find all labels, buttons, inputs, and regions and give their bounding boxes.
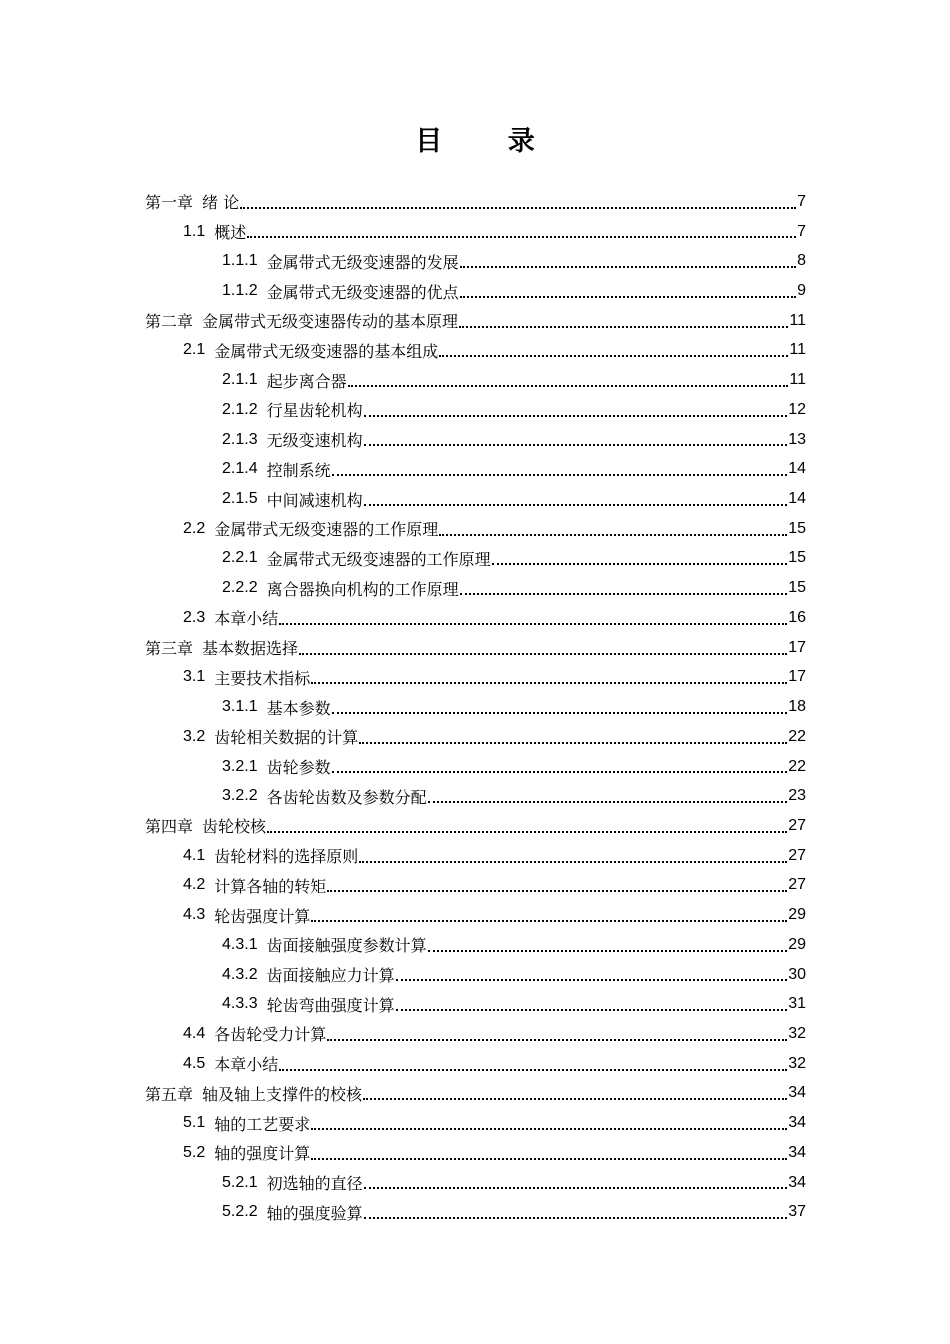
dot-leader [359,742,787,744]
toc-entry-page-number: 15 [788,519,806,537]
toc-entry-page-number: 11 [789,311,806,329]
toc-entry-page-number: 7 [797,192,806,210]
toc-entry-number: 4.3 [183,906,206,924]
toc-entry-page-number: 29 [788,935,806,953]
toc-entry-number: 4.2 [183,876,206,894]
toc-entry-title: 轴的强度计算 [214,1144,311,1164]
toc-entry-number: 3.1 [183,668,206,686]
toc-entry-number: 5.1 [183,1114,206,1132]
toc-entry-title: 金属带式无级变速器的发展 [266,252,459,272]
dot-leader [439,355,788,357]
toc-entry-title: 金属带式无级变速器的工作原理 [266,549,491,569]
toc-entry[interactable] [0,989,950,1019]
toc-entry-number: 第一章 [145,193,194,213]
toc-entry-page-number: 17 [788,638,806,656]
toc-entry-title: 金属带式无级变速器的工作原理 [214,520,439,540]
toc-entry[interactable] [0,246,950,276]
toc-entry[interactable] [0,722,950,752]
dot-leader [332,474,788,476]
toc-entry[interactable] [0,1197,950,1227]
toc-entry-number: 2.1.2 [222,400,258,418]
toc-entry-title: 基本数据选择 [202,639,299,659]
toc-entry-title: 轮齿强度计算 [214,906,311,926]
toc-entry-title: 齿轮相关数据的计算 [214,728,359,748]
dot-leader [428,950,788,952]
toc-entry[interactable] [0,276,950,306]
toc-entry-number: 第二章 [145,312,194,332]
dot-leader [279,623,787,625]
dot-leader [311,920,787,922]
toc-entry-title: 控制系统 [266,460,331,480]
toc-entry-page-number: 22 [788,757,806,775]
toc-entry-page-number: 30 [788,965,806,983]
toc-entry-number: 1.1.2 [222,282,258,300]
toc-entry-page-number: 27 [788,876,806,894]
dot-leader [240,207,796,209]
toc-entry[interactable] [0,573,950,603]
toc-entry-page-number: 8 [797,252,806,270]
toc-entry[interactable] [0,841,950,871]
toc-entry-number: 3.2.2 [222,787,258,805]
dot-leader [364,415,788,417]
toc-entry-title: 齿面接触强度参数计算 [266,936,427,956]
toc-entry[interactable] [0,811,950,841]
toc-entry-page-number: 34 [788,1143,806,1161]
toc-entry-page-number: 12 [788,400,806,418]
toc-entry-page-number: 7 [797,222,806,240]
toc-entry-number: 4.4 [183,1024,206,1042]
toc-entry-title: 轮齿弯曲强度计算 [266,995,395,1015]
toc-entry-number: 2.1.1 [222,371,258,389]
toc-title: 目 录 [415,126,563,157]
toc-entry[interactable] [0,217,950,247]
toc-entry-page-number: 27 [788,846,806,864]
toc-entry-page-number: 14 [788,490,806,508]
toc-entry-page-number: 11 [789,341,806,359]
toc-entry-number: 3.2.1 [222,757,258,775]
toc-entry-title: 绪 论 [202,193,240,213]
toc-entry-page-number: 32 [788,1024,806,1042]
toc-entry[interactable] [0,1019,950,1049]
toc-entry-page-number: 15 [788,579,806,597]
toc-entry-number: 第五章 [145,1084,194,1104]
dot-leader [348,385,789,387]
dot-leader [363,1098,787,1100]
toc-entry[interactable] [0,900,950,930]
toc-entry-title: 齿轮校核 [202,817,267,837]
toc-entry-title: 本章小结 [214,1055,279,1075]
toc-entry-title: 中间减速机构 [266,490,363,510]
toc-entry-page-number: 32 [788,1054,806,1072]
toc-entry-number: 2.1 [183,341,206,359]
toc-entry-page-number: 37 [788,1203,806,1221]
toc-entry[interactable] [0,484,950,514]
toc-entry[interactable] [0,603,950,633]
toc-entry[interactable] [0,306,950,336]
toc-entry[interactable] [0,1168,950,1198]
toc-entry-title: 主要技术指标 [214,668,311,688]
toc-entry[interactable] [0,365,950,395]
dot-leader [396,1009,788,1011]
toc-entry[interactable] [0,1079,950,1109]
toc-entry-number: 第三章 [145,639,194,659]
toc-entry-page-number: 9 [797,282,806,300]
toc-entry-number: 2.2.2 [222,579,258,597]
dot-leader [279,1069,787,1071]
toc-entry[interactable] [0,454,950,484]
toc-entry-page-number: 34 [788,1084,806,1102]
toc-entry-title: 离合器换向机构的工作原理 [266,579,459,599]
toc-entry-page-number: 16 [788,608,806,626]
toc-entry-title: 起步离合器 [266,371,347,391]
toc-entry-page-number: 31 [788,995,806,1013]
toc-entry-number: 5.2 [183,1143,206,1161]
toc-entry-title: 初选轴的直径 [266,1174,363,1194]
toc-entry[interactable] [0,1049,950,1079]
toc-entry-title: 轴的工艺要求 [214,1114,311,1134]
toc-entry-title: 无级变速机构 [266,431,363,451]
toc-entry-number: 4.3.1 [222,935,258,953]
toc-entry-title: 基本参数 [266,698,331,718]
toc-entry[interactable] [0,633,950,663]
toc-entry-number: 2.1.5 [222,490,258,508]
toc-entry-title: 轴及轴上支撑件的校核 [202,1084,363,1104]
dot-leader [311,682,787,684]
toc-entry[interactable] [0,187,950,217]
toc-entry-page-number: 34 [788,1114,806,1132]
toc-entry[interactable] [0,336,950,366]
toc-entry-title: 行星齿轮机构 [266,401,363,421]
toc-entry[interactable] [0,1138,950,1168]
toc-entry-title: 金属带式无级变速器的优点 [266,282,459,302]
dot-leader [311,1128,787,1130]
toc-entry-number: 1.1.1 [222,252,258,270]
toc-entry-number: 5.2.2 [222,1203,258,1221]
dot-leader [247,236,796,238]
toc-entry-page-number: 13 [788,430,806,448]
toc-entry[interactable] [0,692,950,722]
dot-leader [311,1158,787,1160]
toc-entry-number: 2.1.4 [222,460,258,478]
dot-leader [327,1039,787,1041]
toc-entry-title: 齿面接触应力计算 [266,966,395,986]
dot-leader [460,296,796,298]
toc-entry-number: 3.2 [183,727,206,745]
dot-leader [327,890,787,892]
toc-entry-title: 各齿轮齿数及参数分配 [266,787,427,807]
toc-entry-number: 5.2.1 [222,1173,258,1191]
toc-entry[interactable] [0,1108,950,1138]
toc-entry[interactable] [0,544,950,574]
toc-entry-title: 齿轮材料的选择原则 [214,847,359,867]
toc-entry[interactable] [0,960,950,990]
toc-entry[interactable] [0,930,950,960]
toc-entry-title: 概述 [214,223,247,243]
toc-entry[interactable] [0,514,950,544]
toc-entry-number: 1.1 [183,222,206,240]
dot-leader [460,266,796,268]
toc-entry-number: 2.2 [183,519,206,537]
dot-leader [460,593,788,595]
toc-entry-number: 第四章 [145,817,194,837]
dot-leader [428,801,788,803]
toc-entry[interactable] [0,781,950,811]
toc-entry-number: 2.3 [183,608,206,626]
toc-entry-title: 各齿轮受力计算 [214,1025,327,1045]
toc-entry[interactable] [0,752,950,782]
toc-entry-page-number: 11 [789,371,806,389]
toc-entry[interactable] [0,425,950,455]
toc-entry[interactable] [0,871,950,901]
toc-entry-page-number: 17 [788,668,806,686]
dot-leader [299,653,787,655]
dot-leader [396,979,788,981]
toc-entry-page-number: 18 [788,698,806,716]
dot-leader [364,1187,788,1189]
dot-leader [267,831,787,833]
toc-entry-page-number: 29 [788,906,806,924]
toc-entry-page-number: 15 [788,549,806,567]
toc-entry-title: 齿轮参数 [266,758,331,778]
toc-entry[interactable] [0,395,950,425]
toc-entry-title: 本章小结 [214,609,279,629]
toc-entry-page-number: 34 [788,1173,806,1191]
dot-leader [492,563,788,565]
toc-entry-number: 4.3.3 [222,995,258,1013]
dot-leader [364,1217,788,1219]
dot-leader [359,861,787,863]
toc-entry-title: 金属带式无级变速器传动的基本原理 [202,312,459,332]
toc-entry-title: 轴的强度验算 [266,1203,363,1223]
toc-entry-title: 金属带式无级变速器的基本组成 [214,341,439,361]
dot-leader [364,504,788,506]
toc-entry-page-number: 14 [788,460,806,478]
toc-entry-number: 4.1 [183,846,206,864]
toc-entry-page-number: 27 [788,816,806,834]
toc-entry-number: 2.1.3 [222,430,258,448]
toc-entry-number: 3.1.1 [222,698,258,716]
toc-list [0,187,950,1227]
dot-leader [439,534,787,536]
toc-entry-page-number: 23 [788,787,806,805]
dot-leader [459,326,788,328]
toc-entry[interactable] [0,663,950,693]
toc-entry-page-number: 22 [788,727,806,745]
toc-entry-number: 4.3.2 [222,965,258,983]
dot-leader [332,771,788,773]
dot-leader [364,444,788,446]
toc-entry-title: 计算各轴的转矩 [214,876,327,896]
toc-entry-number: 4.5 [183,1054,206,1072]
dot-leader [332,712,788,714]
toc-entry-number: 2.2.1 [222,549,258,567]
